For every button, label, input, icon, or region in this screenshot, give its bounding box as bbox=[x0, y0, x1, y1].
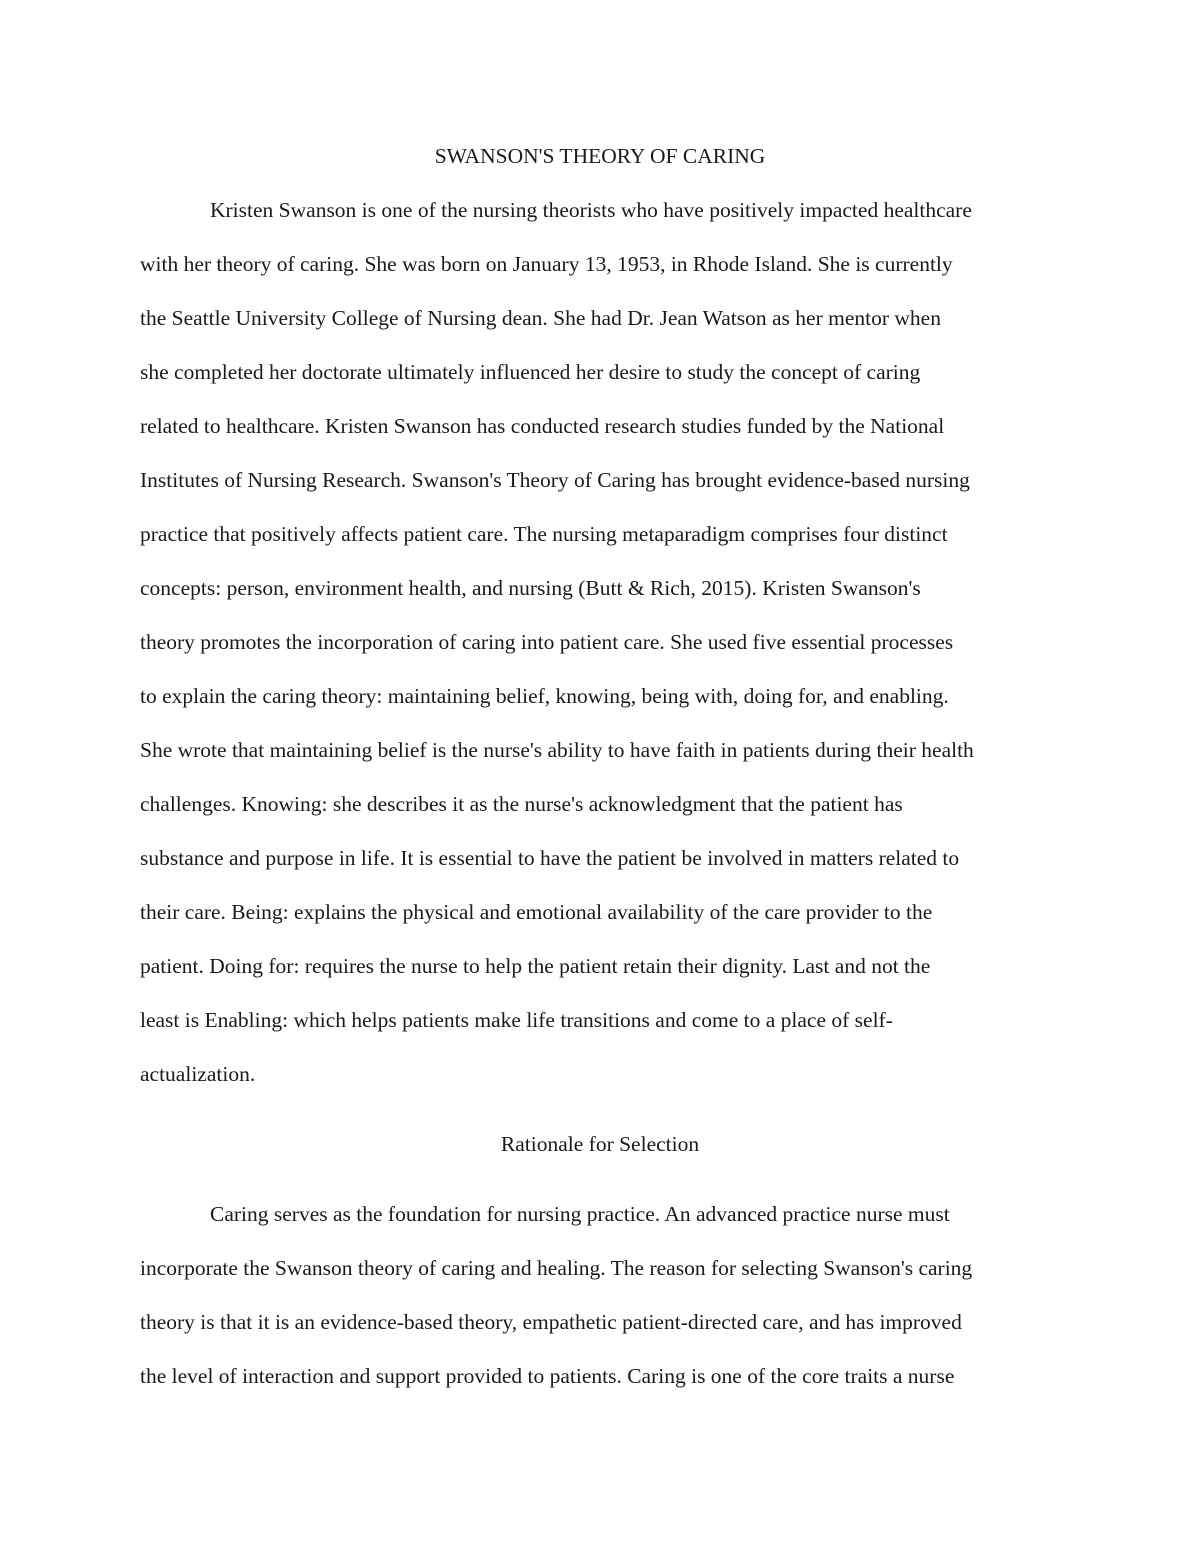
paragraph-line: Kristen Swanson is one of the nursing theorists who have positively impacted healthcare bbox=[210, 198, 972, 222]
paragraph-line: the Seattle University College of Nursing dean. She had Dr. Jean Watson as her mentor when bbox=[140, 306, 941, 330]
paragraph-line: Caring serves as the foundation for nursing practice. An advanced practice nurse must bbox=[210, 1202, 950, 1226]
paragraph-line: related to healthcare. Kristen Swanson has conducted research studies funded by the National bbox=[140, 414, 945, 438]
paragraph-line: least is Enabling: which helps patients make life transitions and come to a place of self- bbox=[140, 1008, 893, 1032]
paragraph-line: with her theory of caring. She was born on January 13, 1953, in Rhode Island. She is currently bbox=[140, 252, 953, 276]
paragraph-line: practice that positively affects patient care. The nursing metaparadigm comprises four distinct bbox=[140, 522, 948, 546]
paragraph-rationale bbox=[140, 1187, 1060, 1403]
paragraph-line: concepts: person, environment health, and nursing (Butt & Rich, 2015). Kristen Swanson's bbox=[140, 576, 921, 600]
paragraph-line: she completed her doctorate ultimately influenced her desire to study the concept of caring bbox=[140, 360, 921, 384]
paragraph-line: to explain the caring theory: maintaining belief, knowing, being with, doing for, and enabling. bbox=[140, 684, 949, 708]
paragraph-line: incorporate the Swanson theory of caring and healing. The reason for selecting Swanson's caring bbox=[140, 1256, 973, 1280]
paragraph-line: actualization. bbox=[140, 1062, 256, 1086]
paragraph-line: Institutes of Nursing Research. Swanson's Theory of Caring has brought evidence-based nursing bbox=[140, 468, 970, 492]
paragraph-line: challenges. Knowing: she describes it as the nurse's acknowledgment that the patient has bbox=[140, 792, 903, 816]
paragraph-line: theory promotes the incorporation of caring into patient care. She used five essential processes bbox=[140, 630, 954, 654]
document-title: SWANSON'S THEORY OF CARING bbox=[434, 144, 766, 168]
paragraph-introduction bbox=[140, 183, 1060, 1101]
paragraph-line: the level of interaction and support provided to patients. Caring is one of the core traits a nurse bbox=[140, 1364, 955, 1388]
paragraph-line: patient. Doing for: requires the nurse to help the patient retain their dignity. Last and not the bbox=[140, 954, 931, 978]
document-content bbox=[140, 129, 1060, 1403]
paragraph-line: substance and purpose in life. It is essential to have the patient be involved in matters related to bbox=[140, 846, 960, 870]
paragraph-line: their care. Being: explains the physical and emotional availability of the care provider to the bbox=[140, 900, 933, 924]
paragraph-line: theory is that it is an evidence-based theory, empathetic patient-directed care, and has improved bbox=[140, 1310, 962, 1334]
paragraph-line: She wrote that maintaining belief is the nurse's ability to have faith in patients during their health bbox=[140, 738, 974, 762]
section-heading-rationale: Rationale for Selection bbox=[500, 1132, 700, 1156]
